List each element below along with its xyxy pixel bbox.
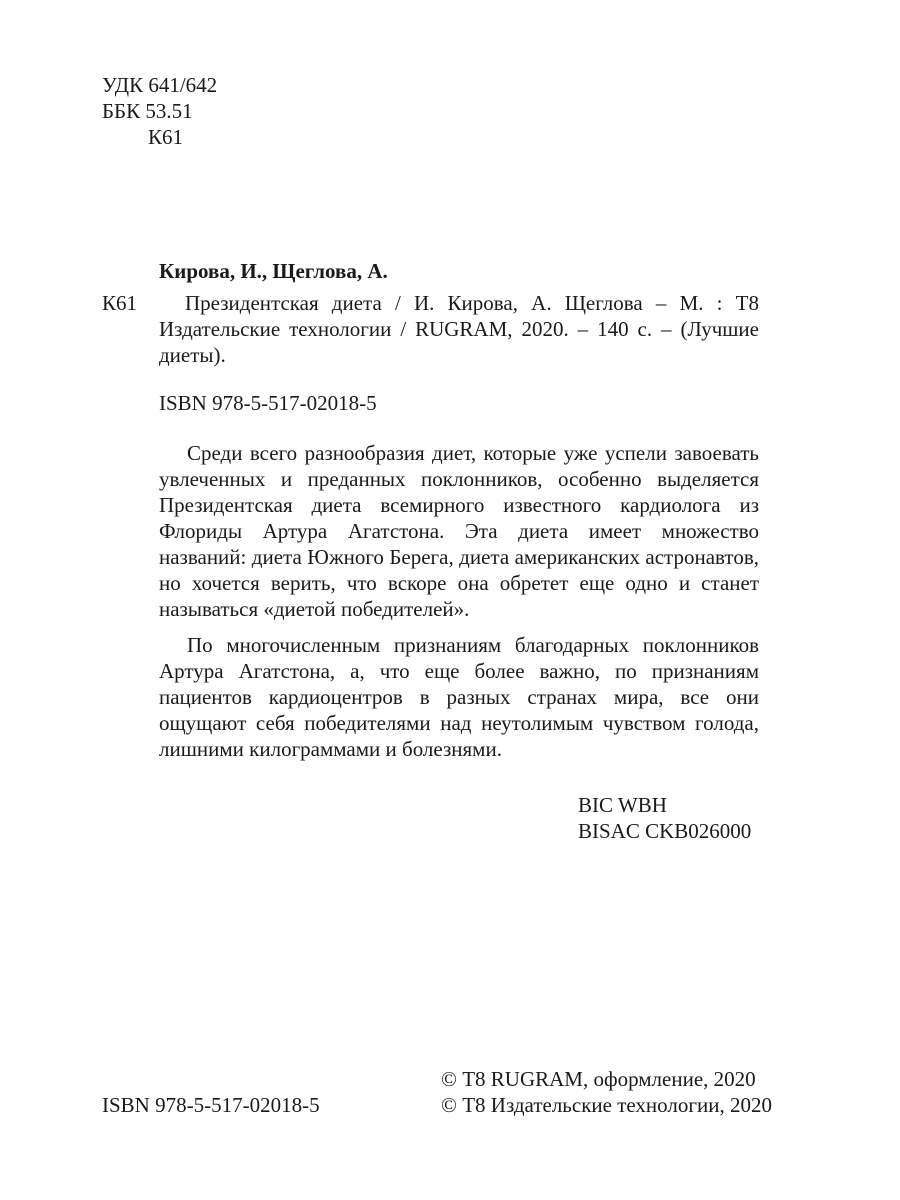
udk-code: УДК 641/642	[102, 73, 218, 97]
description-row	[102, 290, 759, 368]
bisac-code: BISAC CKB026000	[578, 819, 752, 843]
bic-code: BIC WBH	[578, 793, 667, 817]
isbn-record: ISBN 978-5-517-02018-5	[159, 391, 377, 415]
annotation	[159, 440, 759, 762]
bibliographic-record	[102, 258, 759, 416]
bibliographic-description: Президентская диета / И. Кирова, А. Щеглова – М. : Т8 Издательские технологии / RUGRAM, 2020. – 140 с. – (Лучшие диеты).	[159, 291, 759, 367]
record-author-mark: К61	[102, 291, 138, 315]
subject-codes	[578, 792, 751, 844]
author-heading: Кирова, И., Щеглова, А.	[159, 259, 388, 283]
copyright-block	[441, 1066, 772, 1118]
annotation-paragraph-2: По многочисленным признаниям благодарных поклонников Артура Агатстона, а, что еще более важно, по признаниям пациентов кардиоцентров в разных странах мира, все они ощущают себя победителями над неутолимым чувством голода, лишними килограммами и болезнями.	[159, 633, 759, 761]
annotation-paragraph-1: Среди всего разнообразия диет, которые уже успели завоевать увлеченных и преданных поклонников, особенно выделяется Президентская диета всемирного известного кардиолога из Флориды Артура Агатстона. Эта диета имеет множество названий: диета Южного Берега, диета американских астронавтов, но хочется верить, что вскоре она обретет еще одно и станет называться «диетой победителей».	[159, 441, 759, 621]
copyright-design: © Т8 RUGRAM, оформление, 2020	[441, 1067, 756, 1091]
author-mark: К61	[148, 125, 184, 149]
classification-block	[102, 72, 217, 150]
bbk-code: ББК 53.51	[102, 99, 193, 123]
copyright-publisher: © Т8 Издательские технологии, 2020	[441, 1093, 772, 1117]
footer-isbn: ISBN 978-5-517-02018-5	[102, 1093, 320, 1117]
